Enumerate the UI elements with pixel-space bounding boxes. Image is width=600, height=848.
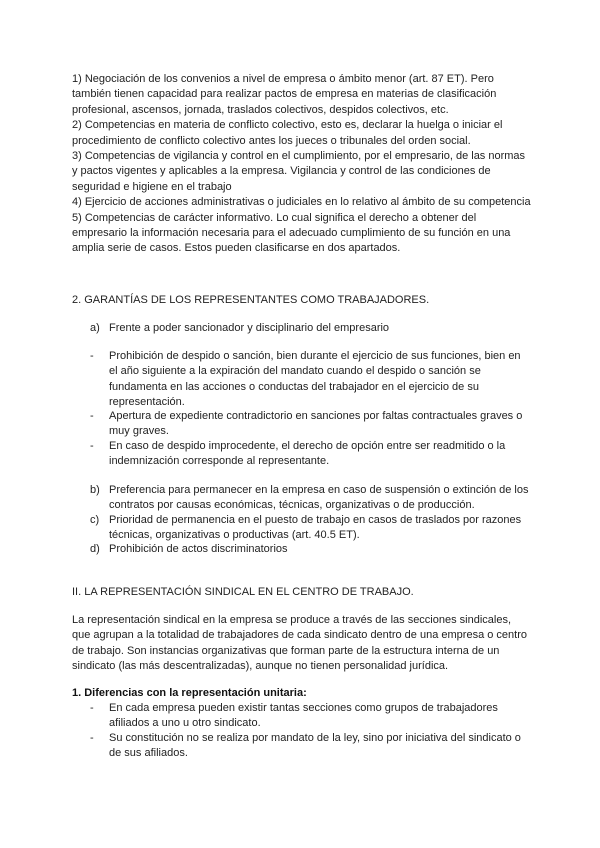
intro-item-2: 2) Competencias en materia de conflicto colectivo, esto es, declarar la huelga o iniciar el procedimiento de conflicto colectivo antes los jueces o tribunales del orden social.: [72, 119, 503, 147]
dash-item-text: Prohibición de despido o sanción, bien durante el ejercicio de sus funciones, bien en el año siguiente a la expiración del mandato cuando el despido o sanción se fundamenta en las acciones o conductas del trabajador en el ejercicio de su representación.: [109, 350, 521, 409]
dash-marker: -: [90, 410, 94, 422]
list-marker: a): [90, 322, 100, 334]
dash-marker: -: [90, 440, 94, 452]
list-item-text: Frente a poder sancionador y disciplinario del empresario: [109, 322, 390, 334]
intro-item-5: 5) Competencias de carácter informativo. Lo cual significa el derecho a obtener del empresario la información necesaria para el adecuado cumplimiento de su función en una amplia serie de casos. Estos pueden clasificarse en dos apartados.: [72, 211, 511, 255]
list-marker: c): [90, 514, 100, 526]
dash-item-text: Su constitución no se realiza por mandato de la ley, sino por iniciativa del sindicato o de sus afiliados.: [109, 732, 521, 760]
list-item-text: Preferencia para permanecer en la empresa en caso de suspensión o extinción de los contratos por causas económicas, técnicas, organizativas o de producción.: [109, 484, 529, 512]
section-ii-heading: II. LA REPRESENTACIÓN SINDICAL EN EL CENTRO DE TRABAJO.: [72, 586, 414, 598]
section-ii-subheading: 1. Diferencias con la representación unitaria:: [72, 687, 307, 699]
list-item-text: Prohibición de actos discriminatorios: [109, 543, 288, 555]
intro-item-3: 3) Competencias de vigilancia y control en el cumplimiento, por el empresario, de las normas y pactos vigentes y aplicables a la empresa. Vigilancia y control de las condiciones de seguridad e higiene en el trabajo: [72, 150, 526, 193]
dash-marker: -: [90, 350, 94, 362]
dash-item-text: En caso de despido improcedente, el derecho de opción entre ser readmitido o la indemnización corresponde al representante.: [109, 440, 506, 468]
list-marker: b): [90, 484, 100, 496]
dash-marker: -: [90, 732, 94, 744]
intro-item-1: 1) Negociación de los convenios a nivel de empresa o ámbito menor (art. 87 ET). Pero también tienen capacidad para realizar pactos de empresa en materias de clasificación profesional, ascensos, jornada, traslados colectivos, despidos colectivos, etc.: [72, 73, 497, 116]
dash-marker: -: [90, 702, 94, 714]
list-item-text: Prioridad de permanencia en el puesto de trabajo en casos de traslados por razones técnicas, organizativas o productivas (art. 40.5 ET).: [109, 514, 522, 542]
list-marker: d): [90, 543, 100, 555]
intro-competencias: [72, 72, 532, 257]
dash-item-text: Apertura de expediente contradictorio en sanciones por faltas contractuales graves o muy graves.: [109, 410, 523, 438]
intro-item-4: 4) Ejercicio de acciones administrativas o judiciales en lo relativo al ámbito de su competencia: [72, 196, 531, 209]
section-2-heading: 2. GARANTÍAS DE LOS REPRESENTANTES COMO TRABAJADORES.: [72, 294, 430, 306]
dash-item-text: En cada empresa pueden existir tantas secciones como grupos de trabajadores afiliados a uno u otro sindicato.: [109, 702, 498, 730]
section-ii-paragraph: La representación sindical en la empresa se produce a través de las secciones sindicales, que agrupan a la totalidad de trabajadores de cada sindicato dentro de una empresa o centro de trabajo. Son instancias organizativas que forman parte de la estructura interna de un sindicato (las más descentralizadas), aunque no tienen personalidad jurídica.: [72, 614, 527, 673]
